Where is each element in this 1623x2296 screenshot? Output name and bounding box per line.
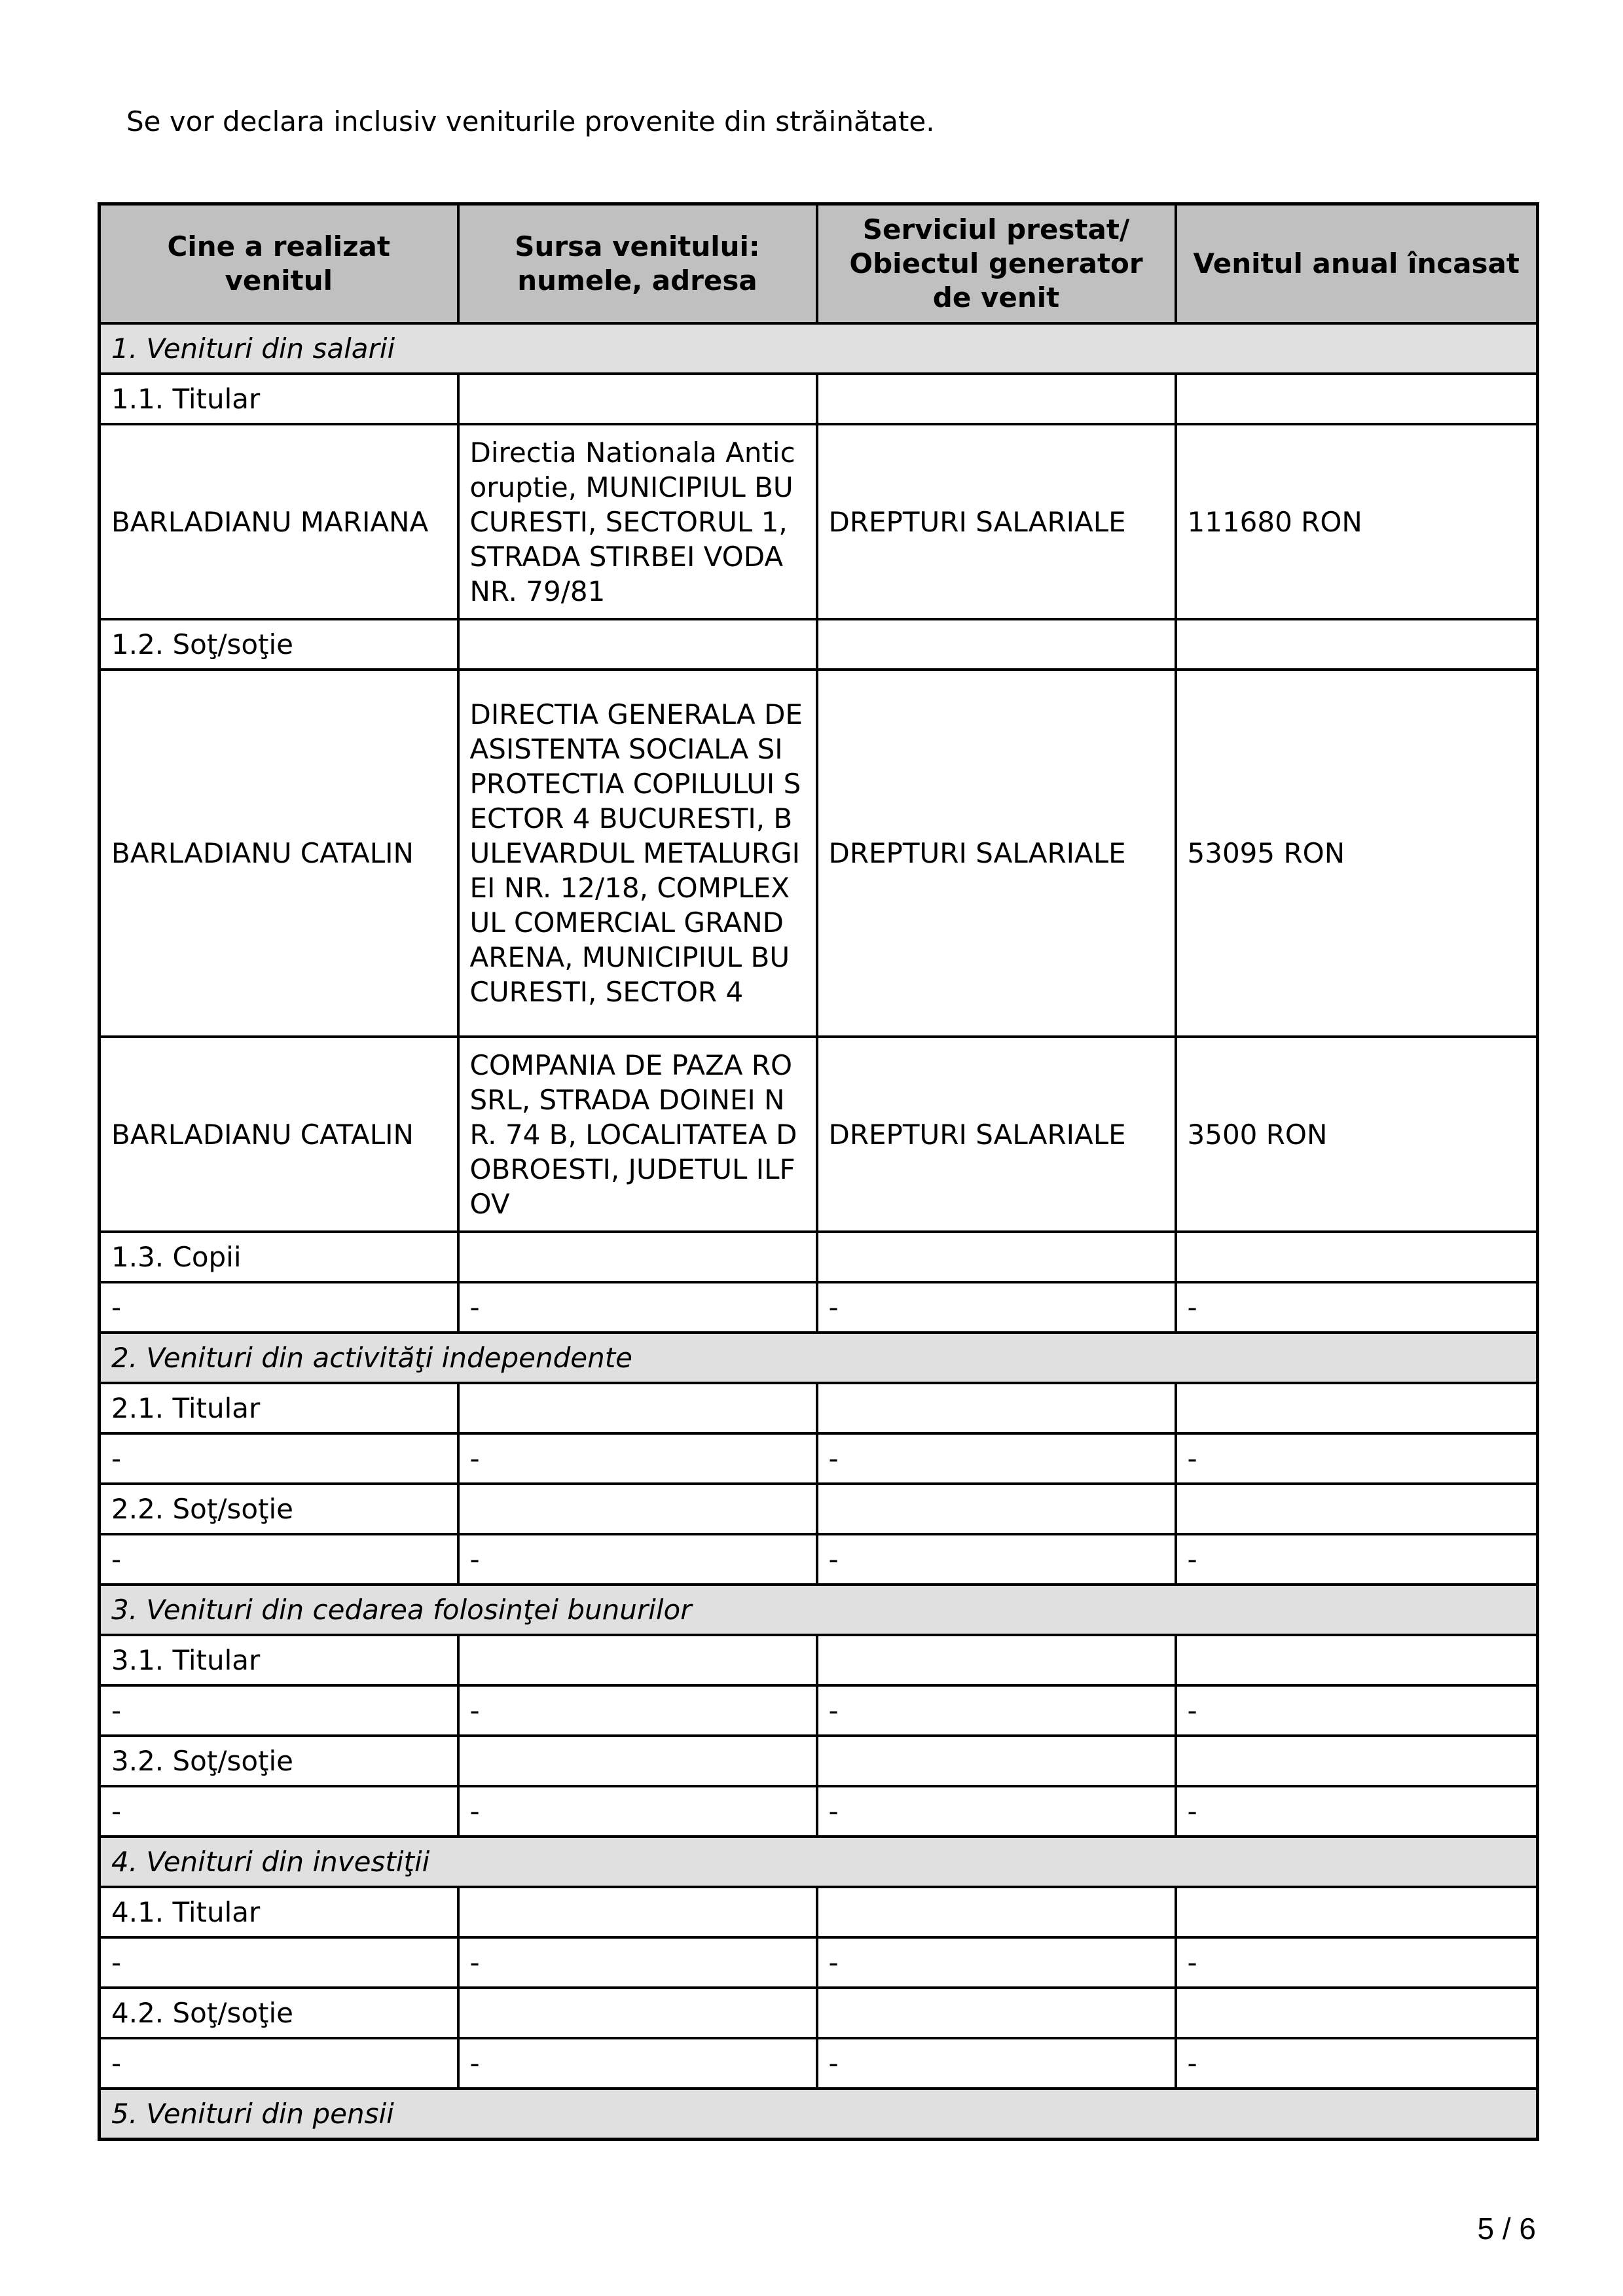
annual-income-cell: -: [1176, 2038, 1538, 2089]
annual-income-cell: 53095 RON: [1176, 670, 1538, 1037]
income-earner-cell: -: [100, 1534, 458, 1585]
income-source-cell: [458, 1383, 817, 1433]
income-table: [98, 202, 1539, 2141]
income-source-cell: -: [458, 1282, 817, 1333]
service-provided-cell: [817, 1887, 1176, 1937]
table-row: [100, 1685, 1538, 1736]
service-provided-cell: [817, 1736, 1176, 1786]
table-body: [100, 323, 1538, 2140]
income-earner-cell: -: [100, 1433, 458, 1484]
service-provided-cell: -: [817, 2038, 1176, 2089]
income-source-cell: Directia Nationala Anticoruptie, MUNICIPIUL BUCURESTI, SECTORUL 1, STRADA STIRBEI VODA NR. 79/81: [458, 424, 817, 619]
annual-income-cell: -: [1176, 1534, 1538, 1585]
annual-income-cell: 111680 RON: [1176, 424, 1538, 619]
income-source-cell: -: [458, 1685, 817, 1736]
annual-income-cell: [1176, 1887, 1538, 1937]
annual-income-cell: -: [1176, 1937, 1538, 1988]
income-source-cell: -: [458, 1937, 817, 1988]
annual-income-cell: [1176, 1232, 1538, 1282]
income-earner-cell: 3.2. Soţ/soţie: [100, 1736, 458, 1786]
income-source-cell: [458, 1232, 817, 1282]
income-earner-cell: -: [100, 2038, 458, 2089]
income-earner-cell: -: [100, 1786, 458, 1837]
table-row: [100, 2038, 1538, 2089]
table-row: [100, 1282, 1538, 1333]
income-source-cell: COMPANIA DE PAZA RO SRL, STRADA DOINEI NR. 74 B, LOCALITATEA DOBROESTI, JUDETUL ILFOV: [458, 1037, 817, 1232]
table-row: [100, 374, 1538, 424]
table-row: [100, 619, 1538, 670]
income-earner-cell: -: [100, 1685, 458, 1736]
header-income-source: Sursa venitului: numele, adresa: [458, 204, 817, 324]
service-provided-cell: DREPTURI SALARIALE: [817, 424, 1176, 619]
service-provided-cell: [817, 374, 1176, 424]
income-earner-cell: BARLADIANU MARIANA: [100, 424, 458, 619]
income-earner-cell: 2.1. Titular: [100, 1383, 458, 1433]
section-header-row: [100, 2089, 1538, 2140]
income-earner-cell: 1.3. Copii: [100, 1232, 458, 1282]
service-provided-cell: DREPTURI SALARIALE: [817, 670, 1176, 1037]
income-earner-cell: 4.1. Titular: [100, 1887, 458, 1937]
annual-income-cell: 3500 RON: [1176, 1037, 1538, 1232]
section-title: 2. Venituri din activităţi independente: [100, 1333, 1538, 1383]
income-earner-cell: -: [100, 1282, 458, 1333]
section-header-row: [100, 323, 1538, 374]
intro-note: Se vor declara inclusiv veniturile provenite din străinătate.: [126, 105, 935, 137]
table-row: [100, 1736, 1538, 1786]
table-row: [100, 1887, 1538, 1937]
service-provided-cell: DREPTURI SALARIALE: [817, 1037, 1176, 1232]
table-row: [100, 1988, 1538, 2038]
income-earner-cell: 3.1. Titular: [100, 1635, 458, 1685]
section-title: 5. Venituri din pensii: [100, 2089, 1538, 2140]
income-source-cell: [458, 1988, 817, 2038]
income-source-cell: [458, 1887, 817, 1937]
section-header-row: [100, 1333, 1538, 1383]
income-source-cell: [458, 619, 817, 670]
service-provided-cell: [817, 1988, 1176, 2038]
page-number: 5 / 6: [1477, 2212, 1536, 2246]
table-row: [100, 1232, 1538, 1282]
income-earner-cell: BARLADIANU CATALIN: [100, 670, 458, 1037]
annual-income-cell: [1176, 1736, 1538, 1786]
income-source-cell: -: [458, 1534, 817, 1585]
annual-income-cell: -: [1176, 1282, 1538, 1333]
annual-income-cell: [1176, 1484, 1538, 1534]
income-earner-cell: 1.1. Titular: [100, 374, 458, 424]
income-source-cell: [458, 1635, 817, 1685]
service-provided-cell: -: [817, 1937, 1176, 1988]
table-row: [100, 1786, 1538, 1837]
income-earner-cell: -: [100, 1937, 458, 1988]
service-provided-cell: [817, 1635, 1176, 1685]
header-service-provided: Serviciul prestat/ Obiectul generator de venit: [817, 204, 1176, 324]
income-source-cell: DIRECTIA GENERALA DE ASISTENTA SOCIALA SI PROTECTIA COPILULUI SECTOR 4 BUCURESTI, BULEVARDUL METALURGIEI NR. 12/18, COMPLEXUL COMERCIAL GRAND ARENA, MUNICIPIUL BUCURESTI, SECTOR 4: [458, 670, 817, 1037]
header-income-earner: Cine a realizat venitul: [100, 204, 458, 324]
income-source-cell: -: [458, 2038, 817, 2089]
table-row: [100, 1534, 1538, 1585]
table-row: [100, 1433, 1538, 1484]
annual-income-cell: -: [1176, 1685, 1538, 1736]
service-provided-cell: [817, 1232, 1176, 1282]
service-provided-cell: -: [817, 1685, 1176, 1736]
service-provided-cell: [817, 619, 1176, 670]
service-provided-cell: -: [817, 1282, 1176, 1333]
service-provided-cell: -: [817, 1786, 1176, 1837]
table-row: [100, 1383, 1538, 1433]
income-earner-cell: BARLADIANU CATALIN: [100, 1037, 458, 1232]
table-header-row: [100, 204, 1538, 324]
annual-income-cell: [1176, 374, 1538, 424]
section-header-row: [100, 1837, 1538, 1887]
income-earner-cell: 1.2. Soţ/soţie: [100, 619, 458, 670]
annual-income-cell: [1176, 1635, 1538, 1685]
service-provided-cell: [817, 1383, 1176, 1433]
income-source-cell: [458, 374, 817, 424]
income-source-cell: [458, 1736, 817, 1786]
service-provided-cell: -: [817, 1433, 1176, 1484]
annual-income-cell: -: [1176, 1786, 1538, 1837]
service-provided-cell: [817, 1484, 1176, 1534]
table-row: [100, 1635, 1538, 1685]
annual-income-cell: [1176, 1988, 1538, 2038]
table-row: [100, 1484, 1538, 1534]
income-source-cell: -: [458, 1786, 817, 1837]
income-source-cell: [458, 1484, 817, 1534]
section-title: 3. Venituri din cedarea folosinţei bunurilor: [100, 1585, 1538, 1635]
header-annual-income: Venitul anual încasat: [1176, 204, 1538, 324]
income-earner-cell: 4.2. Soţ/soţie: [100, 1988, 458, 2038]
income-source-cell: -: [458, 1433, 817, 1484]
annual-income-cell: -: [1176, 1433, 1538, 1484]
section-title: 4. Venituri din investiţii: [100, 1837, 1538, 1887]
table-row: [100, 424, 1538, 619]
section-title: 1. Venituri din salarii: [100, 323, 1538, 374]
income-earner-cell: 2.2. Soţ/soţie: [100, 1484, 458, 1534]
service-provided-cell: -: [817, 1534, 1176, 1585]
section-header-row: [100, 1585, 1538, 1635]
annual-income-cell: [1176, 1383, 1538, 1433]
table-row: [100, 1037, 1538, 1232]
table-row: [100, 670, 1538, 1037]
table-row: [100, 1937, 1538, 1988]
annual-income-cell: [1176, 619, 1538, 670]
